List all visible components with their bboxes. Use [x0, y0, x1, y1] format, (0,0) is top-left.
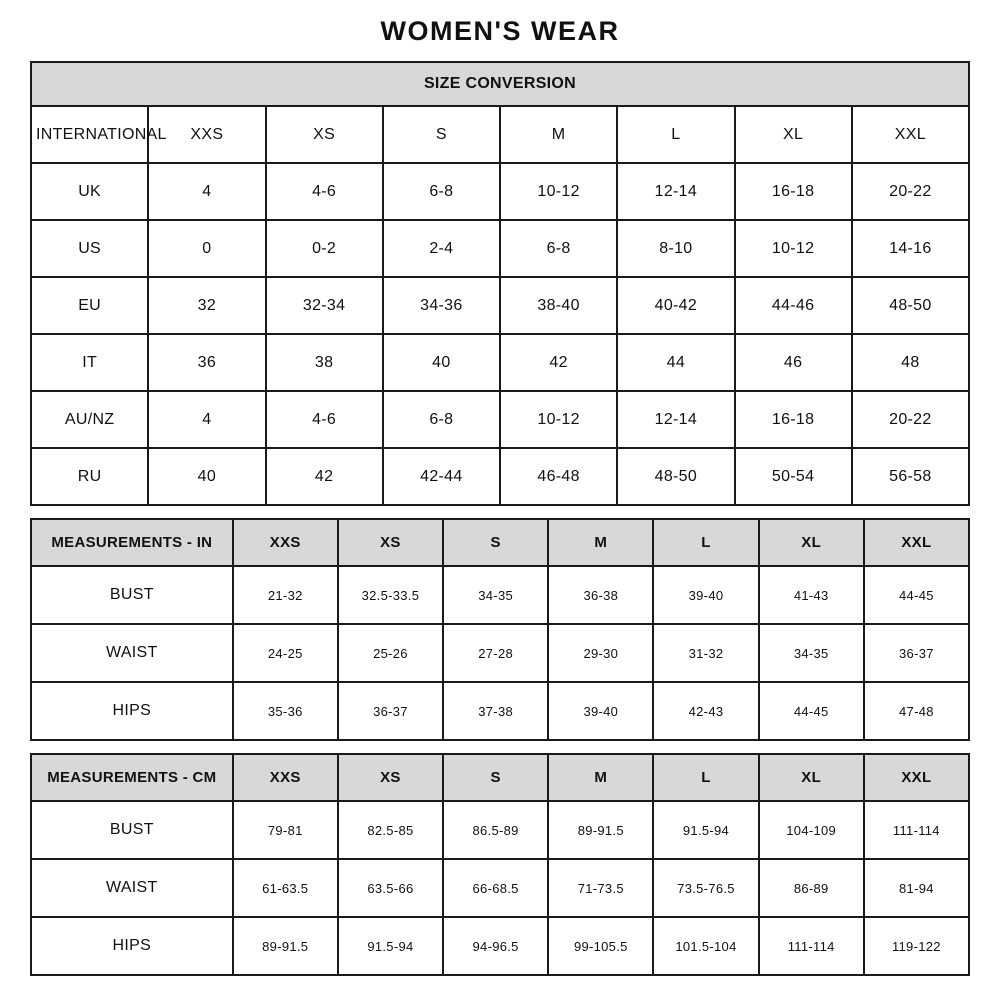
column-header-xs: XS — [338, 519, 443, 566]
size-conversion-header-row — [31, 106, 969, 163]
table-row-waist-in — [31, 624, 969, 682]
row-label: WAIST — [31, 624, 233, 682]
cell: 50-54 — [735, 448, 852, 505]
row-label: HIPS — [31, 682, 233, 740]
column-header-l: L — [653, 519, 758, 566]
column-header-l: L — [653, 754, 758, 801]
cell: 44-45 — [759, 682, 864, 740]
cell: 42 — [266, 448, 383, 505]
cell: 39-40 — [653, 566, 758, 624]
cell: 56-58 — [852, 448, 969, 505]
cell: 101.5-104 — [653, 917, 758, 975]
cell: 4-6 — [266, 163, 383, 220]
cell: 82.5-85 — [338, 801, 443, 859]
cell: 63.5-66 — [338, 859, 443, 917]
size-conversion-caption: SIZE CONVERSION — [31, 62, 969, 106]
cell: 20-22 — [852, 391, 969, 448]
column-header-xs: XS — [338, 754, 443, 801]
cell: 36-37 — [338, 682, 443, 740]
cell: 10-12 — [500, 163, 617, 220]
table-row-bust-in — [31, 566, 969, 624]
measurements-in-header-row — [31, 519, 969, 566]
row-label: UK — [31, 163, 148, 220]
cell: 39-40 — [548, 682, 653, 740]
column-header-xl: XL — [735, 106, 852, 163]
cell: 31-32 — [653, 624, 758, 682]
table-row-us — [31, 220, 969, 277]
cell: 40 — [383, 334, 500, 391]
column-header-s: S — [443, 519, 548, 566]
cell: 32-34 — [266, 277, 383, 334]
column-header-m: M — [500, 106, 617, 163]
table-row-aunz — [31, 391, 969, 448]
cell: 47-48 — [864, 682, 969, 740]
cell: 111-114 — [864, 801, 969, 859]
row-label: BUST — [31, 566, 233, 624]
row-label: HIPS — [31, 917, 233, 975]
cell: 46 — [735, 334, 852, 391]
cell: 36-37 — [864, 624, 969, 682]
column-header-measurements-cm: MEASUREMENTS - CM — [31, 754, 233, 801]
cell: 36-38 — [548, 566, 653, 624]
column-header-xxs: XXS — [148, 106, 265, 163]
column-header-m: M — [548, 754, 653, 801]
table-row-uk — [31, 163, 969, 220]
row-label: BUST — [31, 801, 233, 859]
cell: 8-10 — [617, 220, 734, 277]
cell: 0-2 — [266, 220, 383, 277]
cell: 41-43 — [759, 566, 864, 624]
cell: 4 — [148, 391, 265, 448]
cell: 86-89 — [759, 859, 864, 917]
cell: 104-109 — [759, 801, 864, 859]
cell: 20-22 — [852, 163, 969, 220]
cell: 37-38 — [443, 682, 548, 740]
column-header-m: M — [548, 519, 653, 566]
table-row-eu — [31, 277, 969, 334]
cell: 79-81 — [233, 801, 338, 859]
cell: 119-122 — [864, 917, 969, 975]
cell: 6-8 — [383, 163, 500, 220]
cell: 36 — [148, 334, 265, 391]
cell: 12-14 — [617, 163, 734, 220]
cell: 21-32 — [233, 566, 338, 624]
cell: 48-50 — [617, 448, 734, 505]
row-label: IT — [31, 334, 148, 391]
row-label: RU — [31, 448, 148, 505]
cell: 42 — [500, 334, 617, 391]
cell: 34-35 — [759, 624, 864, 682]
cell: 42-44 — [383, 448, 500, 505]
cell: 10-12 — [500, 391, 617, 448]
row-label: US — [31, 220, 148, 277]
column-header-s: S — [443, 754, 548, 801]
cell: 89-91.5 — [548, 801, 653, 859]
cell: 34-35 — [443, 566, 548, 624]
table-row-ru — [31, 448, 969, 505]
cell: 44 — [617, 334, 734, 391]
column-header-xl: XL — [759, 519, 864, 566]
table-row-waist-cm — [31, 859, 969, 917]
cell: 66-68.5 — [443, 859, 548, 917]
cell: 34-36 — [383, 277, 500, 334]
table-row-hips-in — [31, 682, 969, 740]
column-header-xl: XL — [759, 754, 864, 801]
measurements-cm-table — [30, 753, 970, 976]
column-header-xxl: XXL — [852, 106, 969, 163]
cell: 86.5-89 — [443, 801, 548, 859]
cell: 6-8 — [383, 391, 500, 448]
column-header-xs: XS — [266, 106, 383, 163]
cell: 48-50 — [852, 277, 969, 334]
cell: 4-6 — [266, 391, 383, 448]
cell: 40-42 — [617, 277, 734, 334]
cell: 38 — [266, 334, 383, 391]
cell: 91.5-94 — [653, 801, 758, 859]
row-label: EU — [31, 277, 148, 334]
cell: 24-25 — [233, 624, 338, 682]
cell: 89-91.5 — [233, 917, 338, 975]
cell: 4 — [148, 163, 265, 220]
cell: 10-12 — [735, 220, 852, 277]
row-label: AU/NZ — [31, 391, 148, 448]
measurements-in-table — [30, 518, 970, 741]
size-conversion-table — [30, 61, 970, 506]
column-header-international: INTERNATIONAL — [31, 106, 148, 163]
cell: 29-30 — [548, 624, 653, 682]
cell: 44-46 — [735, 277, 852, 334]
cell: 61-63.5 — [233, 859, 338, 917]
cell: 25-26 — [338, 624, 443, 682]
cell: 81-94 — [864, 859, 969, 917]
cell: 32.5-33.5 — [338, 566, 443, 624]
cell: 35-36 — [233, 682, 338, 740]
column-header-xxs: XXS — [233, 754, 338, 801]
column-header-s: S — [383, 106, 500, 163]
measurements-cm-header-row — [31, 754, 969, 801]
cell: 12-14 — [617, 391, 734, 448]
column-header-l: L — [617, 106, 734, 163]
column-header-xxl: XXL — [864, 519, 969, 566]
cell: 99-105.5 — [548, 917, 653, 975]
cell: 48 — [852, 334, 969, 391]
cell: 94-96.5 — [443, 917, 548, 975]
cell: 27-28 — [443, 624, 548, 682]
cell: 44-45 — [864, 566, 969, 624]
page-title: WOMEN'S WEAR — [380, 16, 620, 46]
cell: 46-48 — [500, 448, 617, 505]
cell: 73.5-76.5 — [653, 859, 758, 917]
cell: 2-4 — [383, 220, 500, 277]
row-label: WAIST — [31, 859, 233, 917]
table-row-bust-cm — [31, 801, 969, 859]
cell: 111-114 — [759, 917, 864, 975]
column-header-measurements-in: MEASUREMENTS - IN — [31, 519, 233, 566]
cell: 16-18 — [735, 391, 852, 448]
table-row-hips-cm — [31, 917, 969, 975]
cell: 14-16 — [852, 220, 969, 277]
cell: 71-73.5 — [548, 859, 653, 917]
cell: 38-40 — [500, 277, 617, 334]
cell: 32 — [148, 277, 265, 334]
size-conversion-caption-row — [31, 62, 969, 106]
column-header-xxs: XXS — [233, 519, 338, 566]
column-header-xxl: XXL — [864, 754, 969, 801]
cell: 42-43 — [653, 682, 758, 740]
cell: 40 — [148, 448, 265, 505]
cell: 6-8 — [500, 220, 617, 277]
cell: 91.5-94 — [338, 917, 443, 975]
table-row-it — [31, 334, 969, 391]
cell: 0 — [148, 220, 265, 277]
cell: 16-18 — [735, 163, 852, 220]
